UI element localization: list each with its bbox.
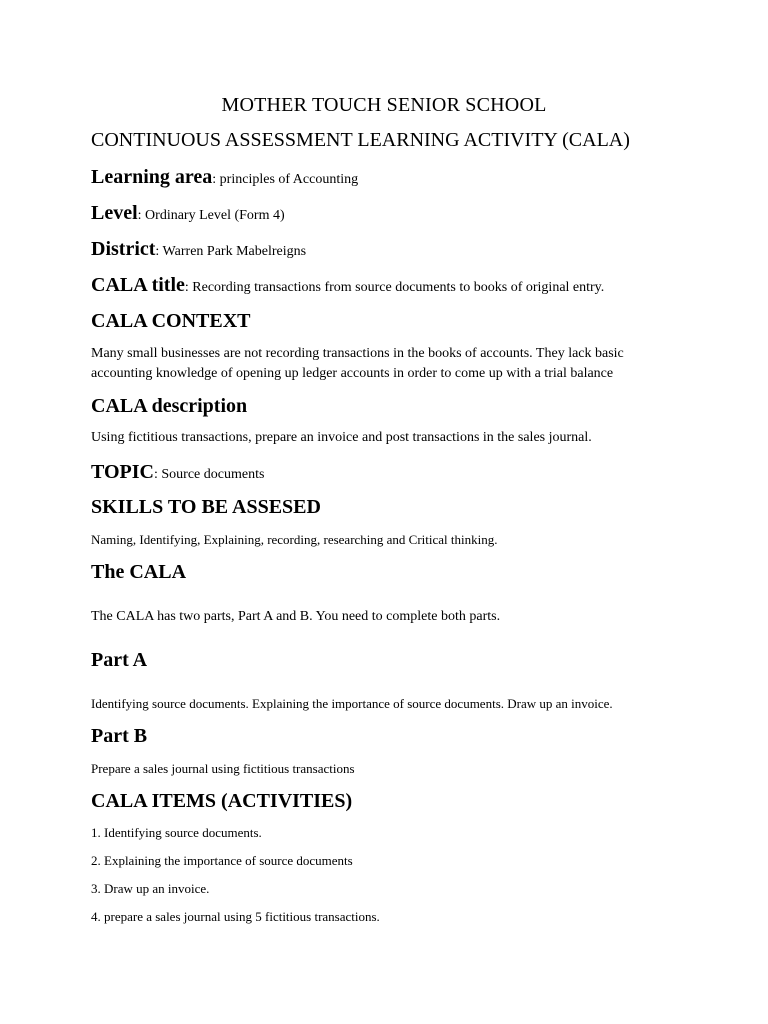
the-cala-text: The CALA has two parts, Part A and B. You need to complete both parts. [91,609,501,624]
description-text: Using fictitious transactions, prepare an invoice and post transactions in the sales journal. [91,430,592,445]
list-item: 2. Explaining the importance of source documents [91,853,353,868]
part-a-text: Identifying source documents. Explaining the importance of source documents. Draw up an invoice. [91,696,613,711]
district-label: District [91,238,156,260]
topic-line [91,461,264,484]
learning-area-label: Learning area [91,166,213,188]
topic-value: : Source documents [153,467,265,482]
skills-heading: SKILLS TO BE ASSESED [91,496,321,518]
document-heading: CONTINUOUS ASSESSMENT LEARNING ACTIVITY (CALA) [91,129,630,151]
list-item: 4. prepare a sales journal using 5 fictitious transactions. [91,909,380,924]
cala-title-line [91,274,604,297]
description-heading: CALA description [91,395,248,417]
list-item: 1. Identifying source documents. [91,825,262,840]
level-line [91,202,285,225]
learning-area-value: : principles of Accounting [212,172,359,187]
topic-label: TOPIC [91,461,154,483]
cala-title-value: : Recording transactions from source documents to books of original entry. [184,280,605,295]
learning-area-line [91,166,358,189]
part-a-heading: Part A [91,649,148,671]
cala-title-label: CALA title [91,274,185,296]
school-name: MOTHER TOUCH SENIOR SCHOOL [221,94,547,116]
the-cala-heading: The CALA [91,561,187,583]
context-heading: CALA CONTEXT [91,310,251,332]
part-b-text: Prepare a sales journal using fictitious transactions [91,761,355,776]
level-label: Level [91,202,138,224]
district-line [91,238,306,261]
list-item: 3. Draw up an invoice. [91,881,210,896]
level-value: : Ordinary Level (Form 4) [137,208,285,223]
skills-text: Naming, Identifying, Explaining, recording, researching and Critical thinking. [91,532,498,547]
context-text: Many small businesses are not recording transactions in the books of accounts. They lack basic accounting knowledge of opening up ledger accounts in order to come up with a trial balance [91,346,624,381]
district-value: : Warren Park Mabelreigns [155,244,307,259]
part-b-heading: Part B [91,725,148,747]
items-heading: CALA ITEMS (ACTIVITIES) [91,790,353,812]
